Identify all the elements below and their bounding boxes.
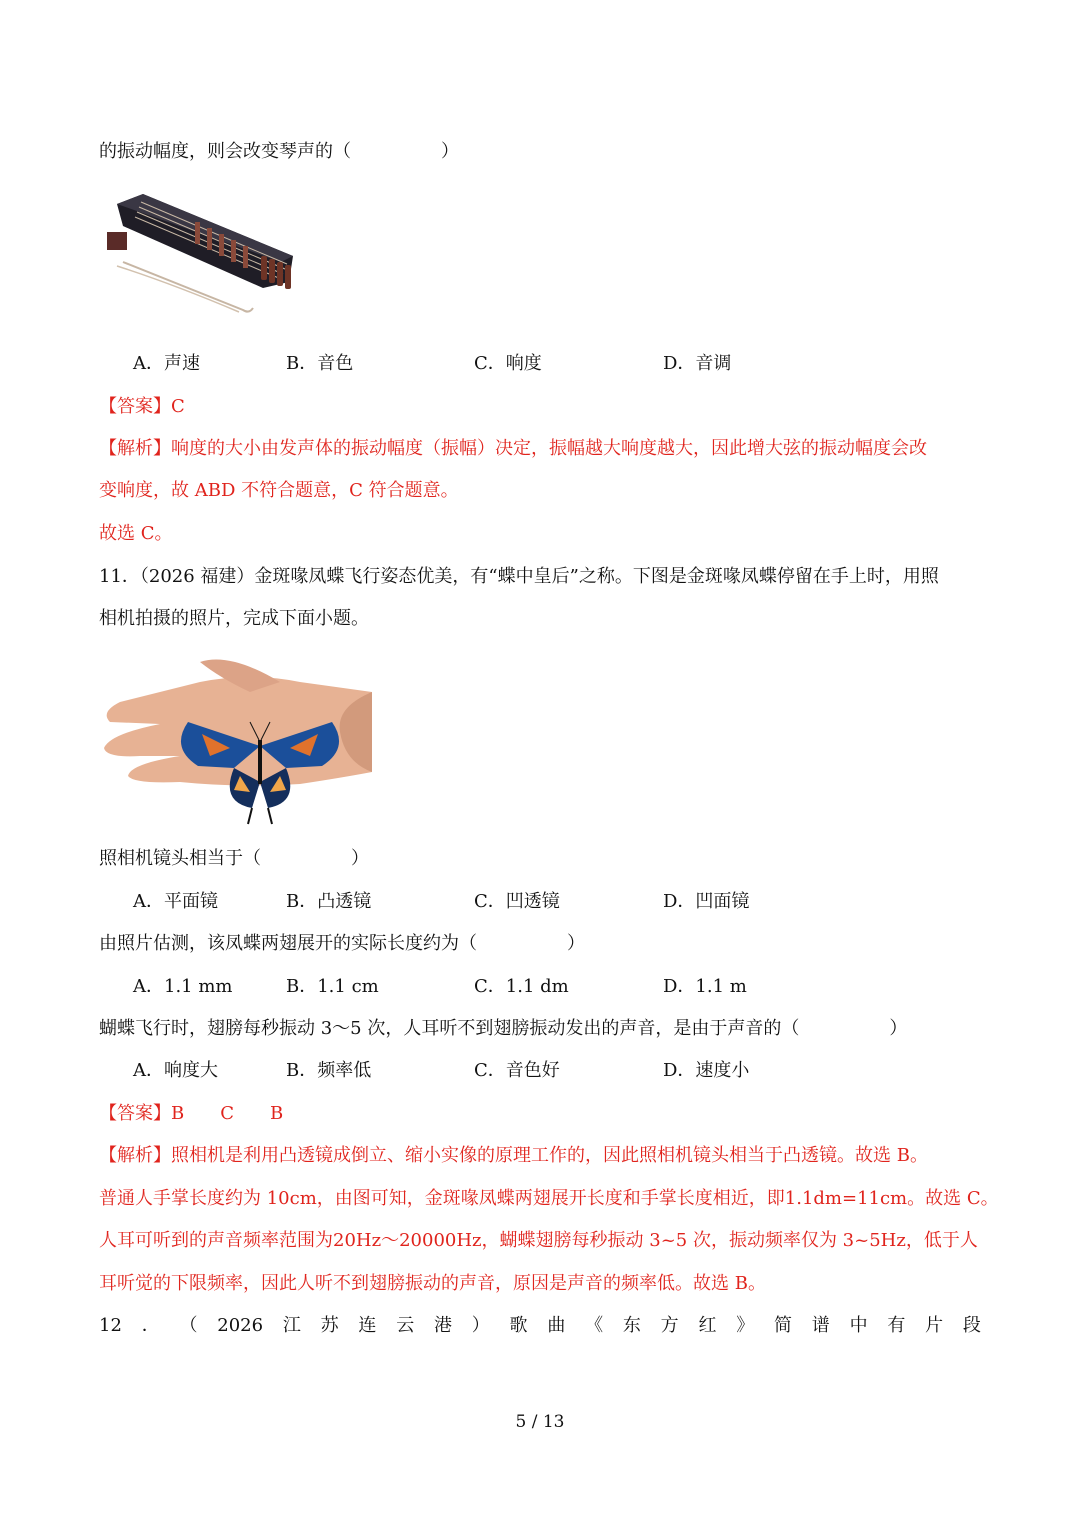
q12-token: 中 <box>849 1315 868 1336</box>
analysis-tag: 【解析】 <box>99 1145 171 1166</box>
q11-stem-line-1: 11．（2026 福建）金斑喙凤蝶飞行姿态优美，有“蝶中皇后”之称。下图是金斑喙凤蝶停留在手上时，用照 <box>99 566 939 587</box>
analysis-tag: 【解析】 <box>99 438 171 459</box>
q11-answer-line <box>99 1101 283 1127</box>
q10-analysis-line-2: 变响度，故 ABD 不符合题意，C 符合题意。 <box>99 480 459 501</box>
q12-stem-line <box>99 1313 981 1339</box>
q12-token: 歌 <box>509 1315 528 1336</box>
q11-sub3-option-c: C．音色好 <box>474 1060 560 1081</box>
q11-sub2-option-b: B．1.1 cm <box>286 976 379 997</box>
q12-token: 《 <box>585 1315 604 1336</box>
q12-token: 曲 <box>547 1315 566 1336</box>
q10-analysis-line-1 <box>99 436 927 462</box>
q12-token: 方 <box>660 1315 679 1336</box>
q12-token: 简 <box>774 1315 792 1336</box>
q12-token: ． <box>141 1315 160 1336</box>
q12-token: 12 <box>99 1315 122 1336</box>
q11-sub1-option-d: D．凹面镜 <box>663 891 750 912</box>
q12-token: （ <box>179 1315 198 1336</box>
q11-analysis-line-4: 耳听觉的下限频率，因此人听不到翅膀振动的声音，原因是声音的频率低。故选 B。 <box>99 1273 766 1294</box>
q12-token: 红 <box>698 1315 717 1336</box>
q10-option-d: D．音调 <box>663 353 732 374</box>
q12-token: 云 <box>396 1315 415 1336</box>
q12-token: 有 <box>887 1315 906 1336</box>
q11-stem-line-2: 相机拍摄的照片，完成下面小题。 <box>99 608 369 629</box>
q11-sub3-option-b: B．频率低 <box>286 1060 372 1081</box>
q11-sub1-stem: 照相机镜头相当于（ ） <box>99 848 369 869</box>
q11-sub1-option-a: A．平面镜 <box>133 891 218 912</box>
q11-sub3-stem: 蝴蝶飞行时，翅膀每秒振动 3～5 次，人耳听不到翅膀振动发出的声音，是由于声音的（ ） <box>99 1018 908 1039</box>
q11-sub2-option-d: D．1.1 m <box>663 976 747 997</box>
q10-option-a: A．声速 <box>133 353 200 374</box>
q11-sub2-stem: 由照片估测，该凤蝶两翅展开的实际长度约为（ ） <box>99 933 585 954</box>
q11-analysis-line-1 <box>99 1143 928 1169</box>
q11-sub3-option-a: A．响度大 <box>133 1060 218 1081</box>
q12-token: 苏 <box>320 1315 339 1336</box>
q12-token: 谱 <box>811 1315 830 1336</box>
q11-analysis-line-3: 人耳可听到的声音频率范围为20Hz～20000Hz，蝴蝶翅膀每秒振动 3~5 次，振动频率仅为 3~5Hz，低于人 <box>99 1230 978 1251</box>
analysis-text: 照相机是利用凸透镜成倒立、缩小实像的原理工作的，因此照相机镜头相当于凸透镜。故选 B。 <box>171 1145 928 1166</box>
q11-analysis-line-2: 普通人手掌长度约为 10cm，由图可知，金斑喙凤蝶两翅展开长度和手掌长度相近，即1.1dm=11cm。故选 C。 <box>99 1188 999 1209</box>
page-number: 5 / 13 <box>515 1412 565 1432</box>
q12-token: 港 <box>433 1315 452 1336</box>
q10-answer-line <box>99 394 185 420</box>
q12-token: 片 <box>925 1315 944 1336</box>
q12-token: 江 <box>282 1315 301 1336</box>
answer-tag: 【答案】 <box>99 1103 171 1124</box>
q11-sub3-option-d: D．速度小 <box>663 1060 750 1081</box>
q10-conclusion: 故选 C。 <box>99 523 173 544</box>
q12-token: ） <box>471 1315 490 1336</box>
q11-sub2-option-c: C．1.1 dm <box>474 976 569 997</box>
q11-sub2-option-a: A．1.1 mm <box>133 976 233 997</box>
butterfly-on-hand-image <box>100 652 372 828</box>
q10-option-c: C．响度 <box>474 353 542 374</box>
q11-sub1-option-b: B．凸透镜 <box>286 891 372 912</box>
answer-value: B C B <box>171 1103 284 1124</box>
q11-sub1-option-c: C．凹透镜 <box>474 891 560 912</box>
q10-option-b: B．音色 <box>286 353 354 374</box>
q12-token: 段 <box>962 1315 981 1336</box>
guqin-instrument-image <box>103 186 303 326</box>
q12-token: 连 <box>358 1315 377 1336</box>
answer-tag: 【答案】 <box>99 396 171 417</box>
q12-token: 》 <box>736 1315 755 1336</box>
analysis-text: 响度的大小由发声体的振动幅度（振幅）决定，振幅越大响度越大，因此增大弦的振动幅度会改 <box>171 438 927 459</box>
q12-token: 2026 <box>217 1315 264 1336</box>
q12-token: 东 <box>622 1315 641 1336</box>
answer-value: C <box>171 396 185 417</box>
q10-stem-tail: 的振动幅度，则会改变琴声的（ ） <box>99 141 459 162</box>
